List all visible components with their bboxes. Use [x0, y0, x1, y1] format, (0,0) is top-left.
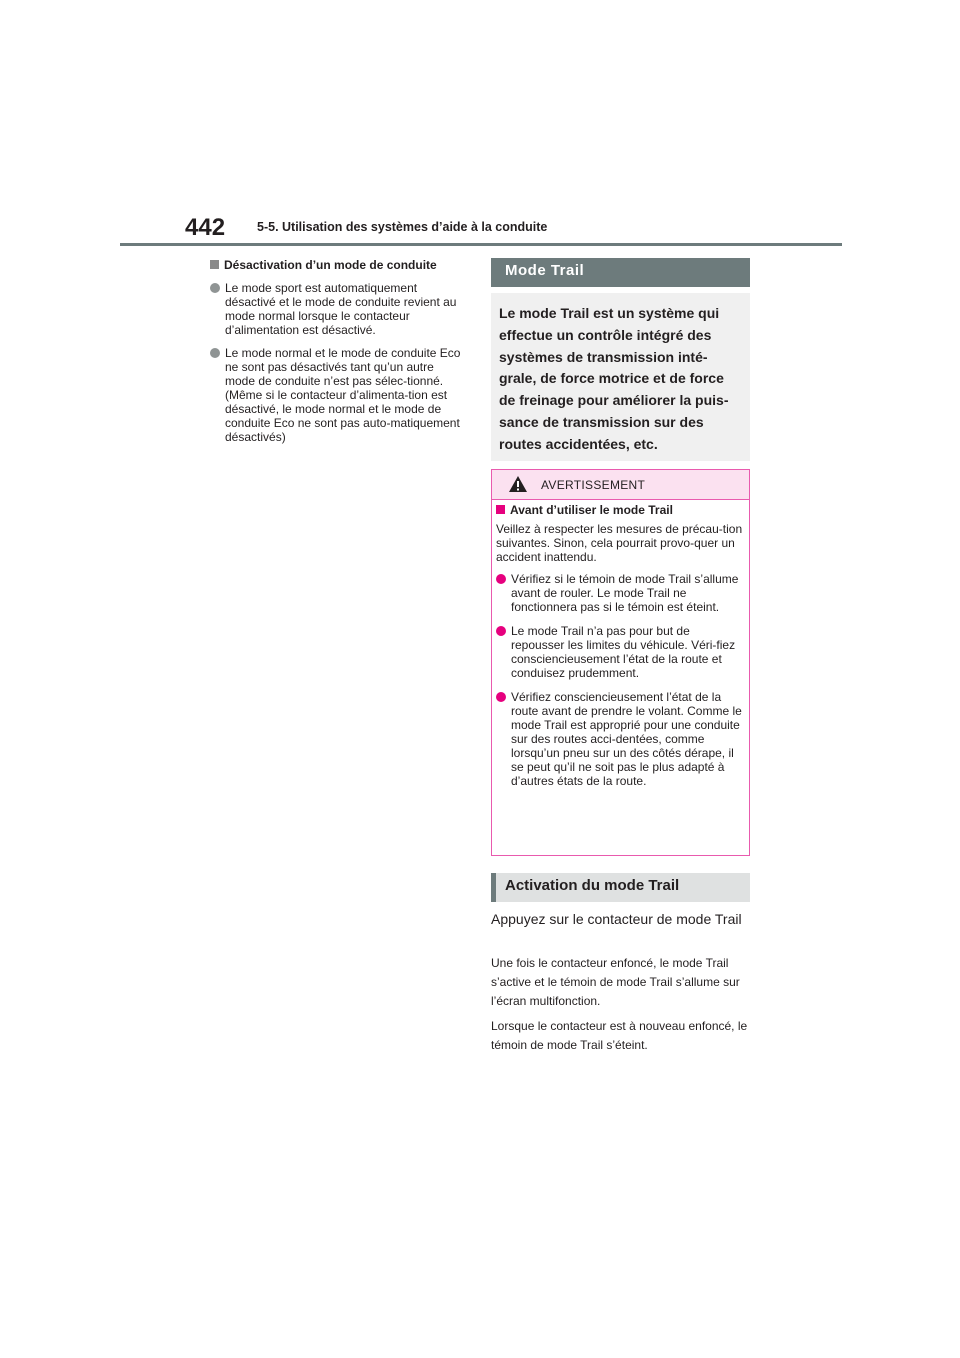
section-header-mode-trail: [491, 258, 750, 287]
warning-intro: Veillez à respecter les mesures de précau-tion suivantes. Sinon, cela pourrait provo-quer un accident inattendu.: [496, 522, 743, 564]
list-item-text: Le mode Trail n’a pas pour but de repousser les limites du véhicule. Véri-fiez consciencieusement l’état de la route et conduisez prudemment.: [511, 624, 736, 680]
circle-bullet-icon: [210, 283, 220, 293]
left-column: [210, 258, 465, 453]
page-number: 442: [185, 214, 226, 241]
list-item-text: Vérifiez si le témoin de mode Trail s’allume avant de rouler. Le mode Trail ne fonctionnera pas si le témoin est éteint.: [511, 572, 739, 614]
section-accent: [491, 873, 496, 902]
paragraph: Lorsque le contacteur est à nouveau enfoncé, le témoin de mode Trail s’éteint.: [491, 1019, 748, 1052]
warning-header: [492, 470, 749, 500]
warning-triangle-icon: [508, 475, 528, 493]
circle-bullet-icon: [496, 692, 506, 702]
intro-box: [491, 293, 750, 461]
list-item: [210, 281, 465, 337]
circle-bullet-icon: [496, 574, 506, 584]
list-item: [210, 346, 465, 444]
circle-bullet-icon: [210, 348, 220, 358]
section-header-text: Activation du mode Trail: [505, 877, 680, 894]
warning-box: [491, 469, 750, 856]
section-title: 5-5. Utilisation des systèmes d’aide à la conduite: [257, 220, 548, 234]
intro-text: Le mode Trail est un système qui effectue un contrôle intégré des systèmes de transmission inté-grale, de force motrice et de force de freinage pour améliorer la puis-sance de transmission sur des routes accidentées, etc.: [499, 305, 729, 452]
list-item-text: Le mode normal et le mode de conduite Eco ne sont pas désactivés tant qu’un autre mode de conduite n’est pas sélec-tionné. (Même si le contacteur d’alimenta-tion est désactivé, le mode normal et le mode de conduite Eco ne sont pas auto-matiquement désactivés): [225, 346, 461, 444]
list-item-text: Le mode sport est automatiquement désactivé et le mode de conduite revient au mode normal lorsque le contacteur d’alimentation est désactivé.: [225, 281, 457, 337]
warning-heading-text: Avant d’utiliser le mode Trail: [510, 503, 673, 517]
circle-bullet-icon: [496, 626, 506, 636]
deactivation-heading-text: Désactivation d’un mode de conduite: [224, 258, 437, 272]
square-bullet-icon: [210, 260, 219, 269]
deactivation-heading: [210, 258, 465, 272]
list-item-text: Vérifiez consciencieusement l’état de la route avant de prendre le volant. Comme le mode Trail est approprié pour une conduite sur des routes acci-dentées, comme lorsqu’un pneu sur un des côtés dérape, il se peut qu’il ne soit pas le plus adapté à d’autres états de la route.: [511, 690, 742, 788]
list-item: [496, 624, 744, 680]
warning-title: AVERTISSEMENT: [541, 478, 646, 492]
list-item: [496, 690, 744, 788]
step-instruction: Appuyez sur le contacteur de mode Trail: [491, 911, 742, 927]
section-header-activation: [491, 873, 750, 902]
warning-heading: [496, 503, 744, 517]
warning-body: [496, 503, 744, 798]
list-item: [496, 572, 744, 614]
paragraph: Une fois le contacteur enfoncé, le mode Trail s’active et le témoin de mode Trail s’allume sur l’écran multifonction.: [491, 956, 740, 1008]
header-rule: [120, 243, 842, 246]
section-header-text: Mode Trail: [505, 262, 585, 279]
square-bullet-icon: [496, 505, 505, 514]
